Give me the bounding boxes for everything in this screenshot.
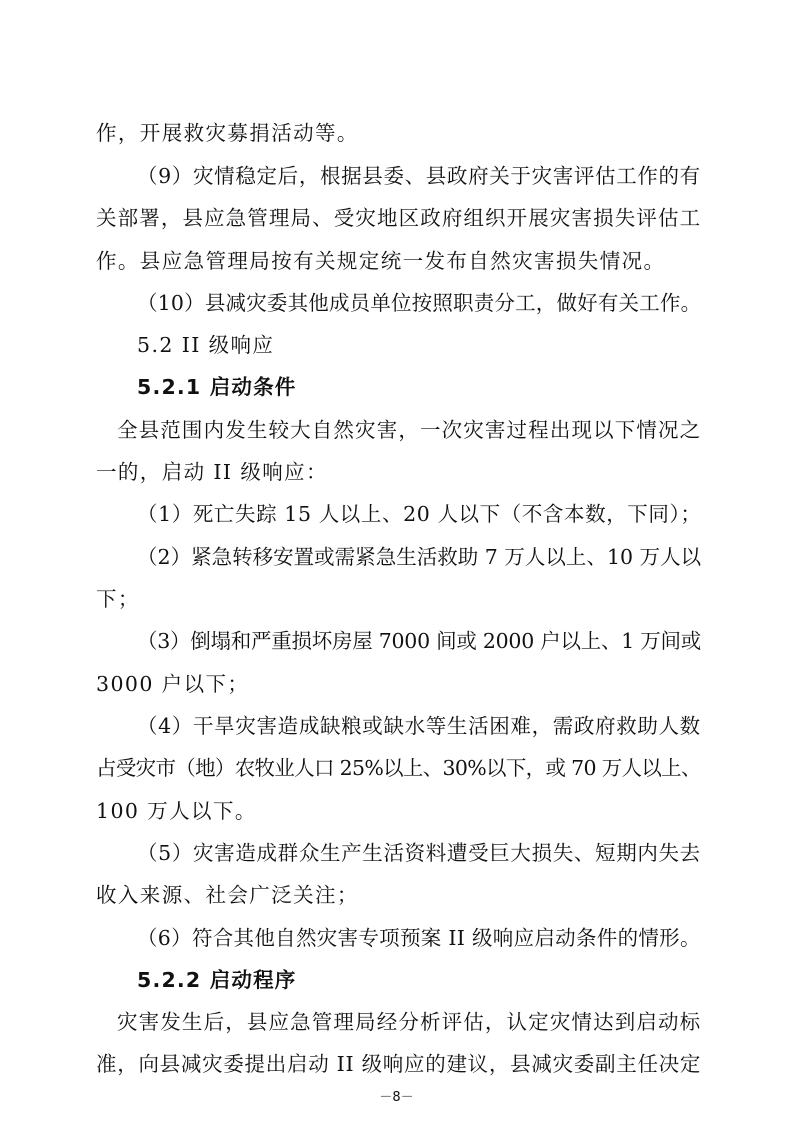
condition-item: （1）死亡失踪 15 人以上、20 人以下（不含本数，下同）； bbox=[137, 502, 702, 526]
paragraph-line: 作，开展救灾募捐活动等。 bbox=[96, 121, 359, 145]
paragraph-line: 灾害发生后，县应急管理局经分析评估，认定灾情达到启动标 bbox=[117, 1010, 702, 1034]
paragraph-line: 准，向县减灾委提出启动 II 级响应的建议，县减灾委副主任决定 bbox=[96, 1052, 702, 1076]
condition-item-continued: 下； bbox=[96, 587, 140, 611]
condition-item: （4）干旱灾害造成缺粮或缺水等生活困难，需政府救助人数 bbox=[137, 714, 701, 738]
paragraph-line: 一的，启动 II 级响应： bbox=[96, 460, 328, 484]
condition-item: （2）紧急转移安置或需紧急生活救助 7 万人以上、10 万人以 bbox=[137, 545, 702, 569]
condition-item-continued: 收入来源、社会广泛关注； bbox=[96, 883, 359, 907]
section-heading: 5.2 II 级响应 bbox=[137, 333, 275, 357]
condition-item-continued: 占受灾市（地）农牧业人口 25%以上、30%以下，或 70 万人以上、 bbox=[96, 756, 701, 780]
paragraph-line: （10）县减灾委其他成员单位按照职责分工，做好有关工作。 bbox=[137, 291, 702, 315]
condition-item: （3）倒塌和严重损坏房屋 7000 间或 2000 户以上、1 万间或 bbox=[137, 629, 702, 653]
paragraph-line: 作。县应急管理局按有关规定统一发布自然灾害损失情况。 bbox=[96, 249, 666, 273]
condition-item: （5）灾害造成群众生产生活资料遭受巨大损失、短期内失去 bbox=[137, 841, 701, 865]
paragraph-line: 全县范围内发生较大自然灾害，一次灾害过程出现以下情况之 bbox=[117, 418, 702, 442]
condition-item-continued: 100 万人以下。 bbox=[96, 799, 257, 823]
page-number: －8－ bbox=[379, 1090, 414, 1105]
paragraph-line: 关部署，县应急管理局、受灾地区政府组织开展灾害损失评估工 bbox=[96, 206, 702, 230]
paragraph-line: （9）灾情稳定后，根据县委、县政府关于灾害评估工作的有 bbox=[137, 164, 701, 188]
condition-item-continued: 3000 户以下； bbox=[96, 672, 250, 696]
subsection-heading: 5.2.2 启动程序 bbox=[137, 968, 297, 992]
subsection-heading: 5.2.1 启动条件 bbox=[137, 375, 297, 399]
condition-item: （6）符合其他自然灾害专项预案 II 级响应启动条件的情形。 bbox=[137, 926, 701, 950]
